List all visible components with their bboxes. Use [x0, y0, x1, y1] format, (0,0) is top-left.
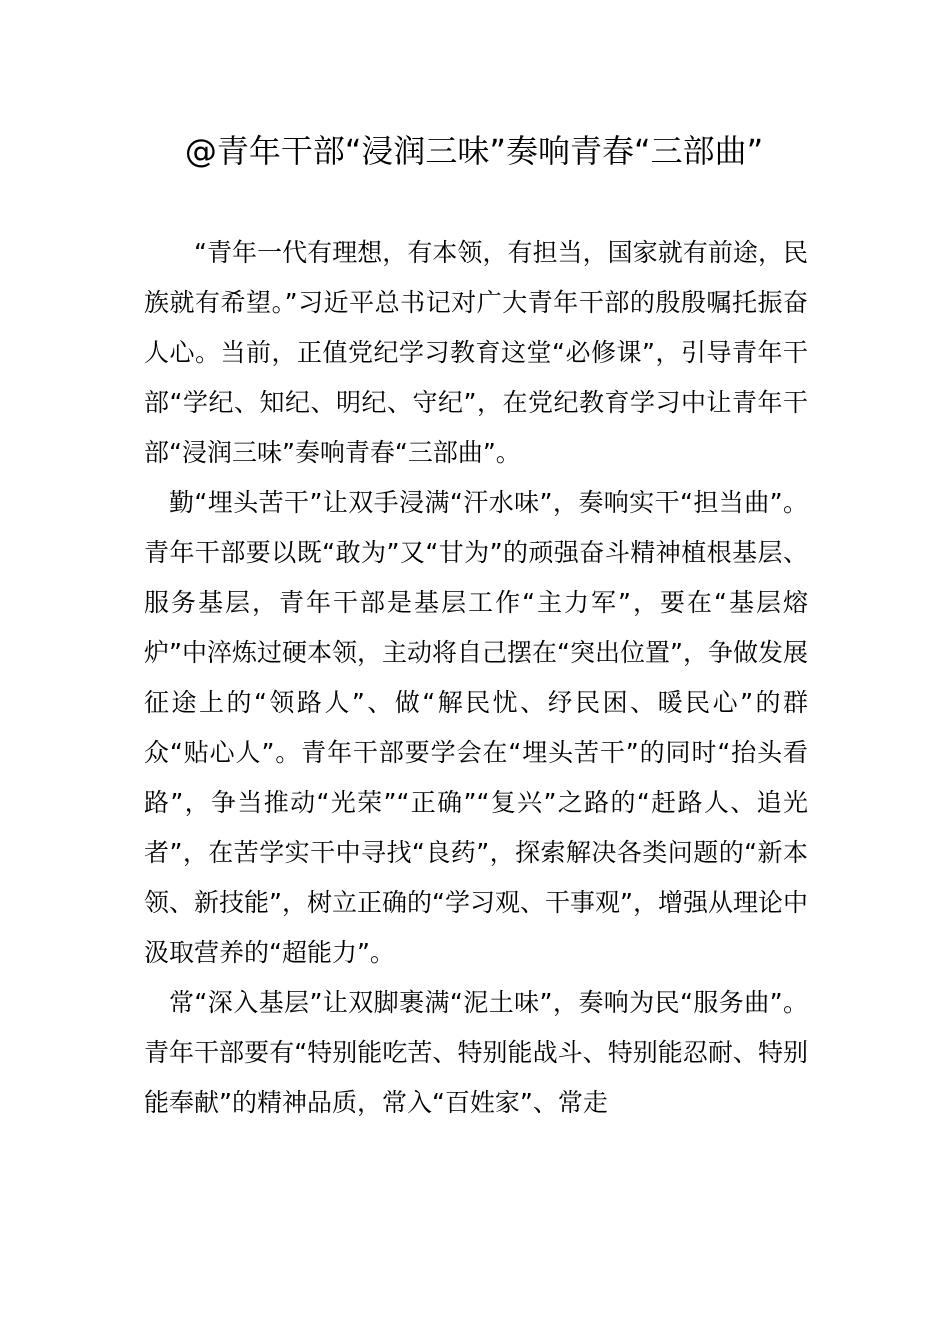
document-body [144, 228, 808, 1128]
paragraph-intro: “青年一代有理想，有本领，有担当，国家就有前途，民族就有希望。”习近平总书记对广大青年干部的殷殷嘱托振奋人心。当前，正值党纪学习教育这堂“必修课”，引导青年干部“学纪、知纪、明纪、守纪”，在党纪教育学习中让青年干部“浸润三味”奏响青春“三部曲”。 [144, 238, 808, 467]
paragraph-hard-work: 勤“埋头苦干”让双手浸满“汗水味”，奏响实干“担当曲”。青年干部要以既“敢为”又“甘为”的顽强奋斗精神植根基层、服务基层，青年干部是基层工作“主力军”，要在“基层熔炉”中淬炼过硬本领，主动将自己摆在“突出位置”，争做发展征途上的“领路人”、做“解民忧、纾民困、暖民心”的群众“贴心人”。青年干部要学会在“埋头苦干”的同时“抬头看路”，争当推动“光荣”“正确”“复兴”之路的“赶路人、追光者”，在苦学实干中寻找“良药”，探索解决各类问题的“新本领、新技能”，树立正确的“学习观、干事观”，增强从理论中汲取营养的“超能力”。 [144, 488, 808, 967]
document-title: @青年干部“浸润三味”奏响青春“三部曲” [184, 132, 764, 170]
paragraph-grassroots: 常“深入基层”让双脚裹满“泥土味”，奏响为民“服务曲”。青年干部要有“特别能吃苦、特别能战斗、特别能忍耐、特别能奉献”的精神品质，常入“百姓家”、常走 [144, 988, 808, 1117]
